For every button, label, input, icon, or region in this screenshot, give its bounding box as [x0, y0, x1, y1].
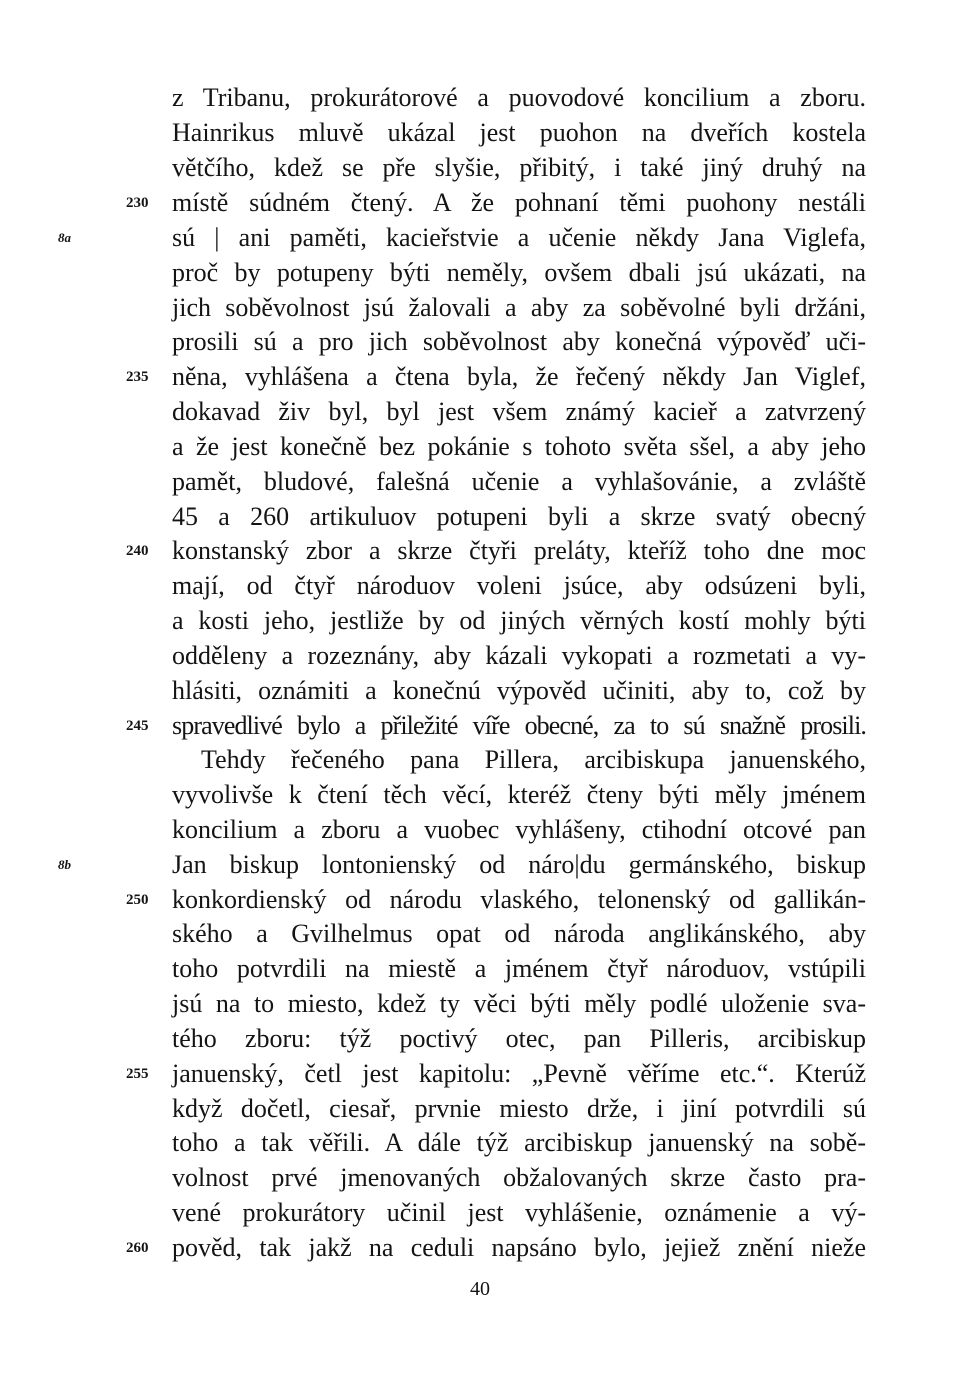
text-line: januenský, četl jest kapitolu: „Pevně věříme etc.“. Kterúž [172, 1059, 866, 1088]
text-line: něna, vyhlášena a čtena byla, že řečený někdy Jan Viglef, [172, 362, 866, 391]
text-line: pamět, bludové, falešná učenie a vyhlašovánie, a zvláště [172, 467, 866, 496]
text-line: mají, od čtyř národuov voleni jsúce, aby odsúzeni byli, [172, 571, 866, 600]
text-line: tého zboru: týž poctivý otec, pan Pilleris, arcibiskup [172, 1024, 866, 1053]
text-line: a že jest konečně bez pokánie s tohoto světa sšel, a aby jeho [172, 432, 866, 461]
page-number: 40 [470, 1278, 490, 1300]
text-line: volnost prvé jmenovaných obžalovaných skrze často pra- [172, 1163, 866, 1192]
text-line: toho a tak věřili. A dále týž arcibiskup januenský na sobě- [172, 1128, 866, 1157]
text-line: dokavad živ byl, byl jest všem známý kacieř a zatvrzený [172, 397, 866, 426]
text-line: konkordienský od národu vlaského, telonenský od gallikán- [172, 885, 866, 914]
text-line-paragraph-start: Tehdy řečeného pana Pillera, arcibiskupa januenského, [201, 745, 866, 774]
line-number: 255 [126, 1066, 149, 1082]
line-number: 250 [126, 892, 149, 908]
folio-mark: 8a [58, 230, 71, 245]
line-number: 240 [126, 543, 149, 559]
text-line: z Tribanu, prokurátorové a puovodové koncilium a zboru. [172, 83, 866, 112]
text-line: hlásiti, oznámiti a konečnú výpověd učiniti, aby to, což by [172, 676, 866, 705]
text-line: vené prokurátory učinil jest vyhlášenie, oznámenie a vý- [172, 1198, 866, 1227]
text-line: proč by potupeny býti neměly, ovšem dbali jsú ukázati, na [172, 258, 866, 287]
text-line: jich soběvolnost jsú žalovali a aby za soběvolné byli držáni, [172, 293, 866, 322]
text-line: vyvolivše k čtení těch věcí, kteréž čteny býti měly jménem [172, 780, 866, 809]
line-number: 230 [126, 195, 149, 211]
text-line: konstanský zbor a skrze čtyři preláty, kteříž toho dne moc [172, 536, 866, 565]
folio-mark: 8b [58, 857, 71, 872]
text-line: Jan biskup lontonienský od náro|du germánského, biskup [172, 850, 866, 879]
text-line: větčího, kdež se pře slyšie, přibitý, i také jiný druhý na [172, 153, 866, 182]
text-line: Hainrikus mluvě ukázal jest puohon na dveřích kostela [172, 118, 866, 147]
line-number: 235 [126, 369, 149, 385]
text-line: toho potvrdili na miestě a jménem čtyř národuov, vstúpili [172, 954, 866, 983]
text-line: pověd, tak jakž na ceduli napsáno bylo, jejiež znění nieže [172, 1233, 866, 1262]
text-line: místě súdném čtený. A že pohnaní těmi puohony nestáli [172, 188, 866, 217]
line-number: 245 [126, 718, 149, 734]
text-line: spravedlivé bylo a přiležité víře obecné, za to sú snažně prosili. [172, 711, 866, 740]
text-line: ského a Gvilhelmus opat od národa anglikánského, aby [172, 919, 866, 948]
text-line: jsú na to miesto, kdež ty věci býti měly podlé uloženie sva- [172, 989, 866, 1018]
text-line: a kosti jeho, jestliže by od jiných věrných kostí mohly býti [172, 606, 866, 635]
text-line: koncilium a zboru a vuobec vyhlášeny, ctihodní otcové pan [172, 815, 866, 844]
text-line: odděleny a rozeznány, aby kázali vykopati a rozmetati a vy- [172, 641, 866, 670]
text-line: když dočetl, ciesař, prvnie miesto drže, i jiní potvrdili sú [172, 1094, 866, 1123]
line-number: 260 [126, 1240, 149, 1256]
text-line: sú | ani paměti, kacieřstvie a učenie někdy Jana Viglefa, [172, 223, 866, 252]
text-line: prosili sú a pro jich soběvolnost aby konečná výpověď uči- [172, 327, 866, 356]
text-line: 45 a 260 artikuluov potupeni byli a skrze svatý obecný [172, 502, 866, 531]
